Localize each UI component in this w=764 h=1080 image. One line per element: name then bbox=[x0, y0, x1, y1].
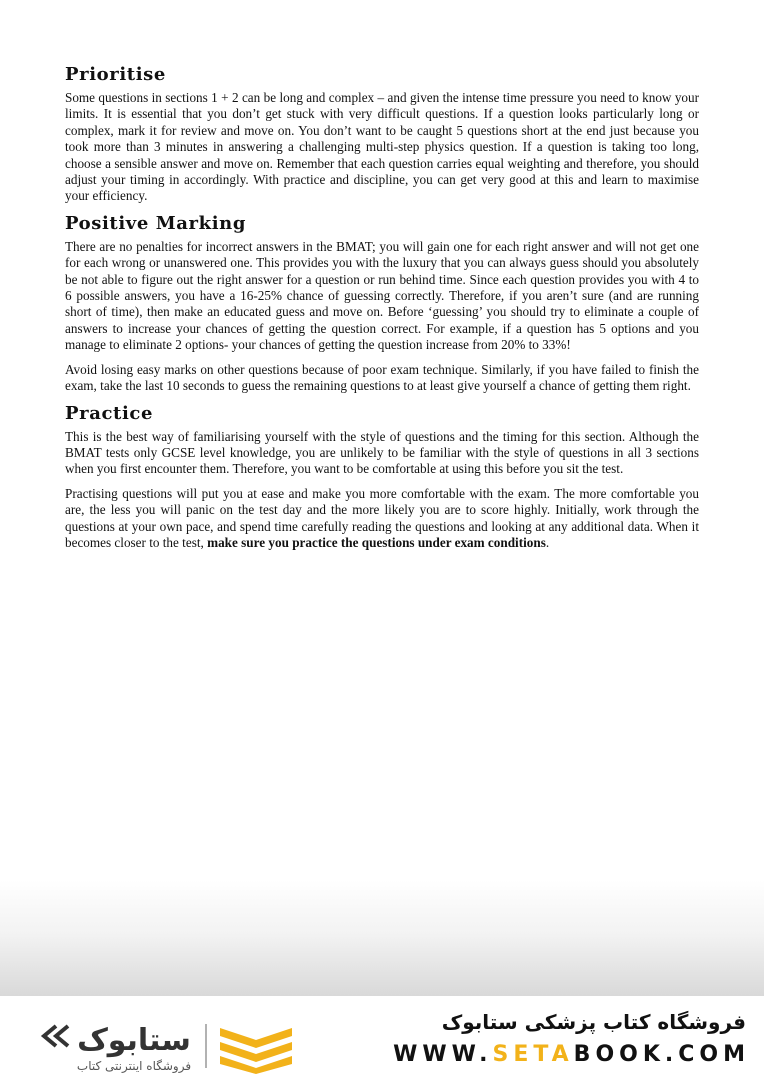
paragraph: Avoid losing easy marks on other questions because of poor exam technique. Similarly, if you have failed to finish the exam, take the last 10 seconds to guess the remaining questions to at least give yourself a chance of getting them right. bbox=[65, 361, 699, 394]
url-prefix: WWW. bbox=[393, 1042, 493, 1067]
footer-banner bbox=[0, 996, 764, 1080]
section-heading: Positive Marking bbox=[65, 212, 247, 234]
section-heading: Prioritise bbox=[65, 64, 166, 85]
section-heading: Practice bbox=[65, 402, 154, 424]
url-highlight: SETA bbox=[492, 1042, 574, 1067]
logo-wordmark: ستابوک bbox=[77, 1023, 191, 1058]
paragraph-text: Practising questions will put you at ease and make you more comfortable with the exam. The more comfortable you are, the less you will panic on the test day and the more likely you are to score highly. Initially, work through the questions at your own pace, and spend time carefully reading the questions and looking at any additional data. When it becomes closer to the test, bbox=[65, 485, 699, 550]
section-positive-marking bbox=[65, 213, 699, 395]
paragraph: This is the best way of familiarising yourself with the style of questions and the timing for this section. Although the BMAT tests only GCSE level knowledge, you are unlikely to be familiar with the style of questions in all 3 sections when you first encounter them. Therefore, you want to be comfortable at using this before you sit the test. bbox=[65, 428, 699, 477]
section-practice bbox=[65, 403, 699, 552]
url-suffix: BOOK.COM bbox=[573, 1042, 750, 1067]
section-prioritise bbox=[65, 64, 699, 205]
book-stack-icon bbox=[220, 1028, 292, 1074]
paragraph: There are no penalties for incorrect answers in the BMAT; you will gain one for each right answer and will not get one for each wrong or unanswered one. This provides you with the luxury that you can always guess should you absolutely be not able to figure out the right answer for a question or run behind time. Since each question provides you with 4 to 6 possible answers, you have a 16-25% chance of guessing correctly. Therefore, if you aren’t sure (and are running short of time), then make an educated guess and move on. Before ‘guessing’ you should try to eliminate a couple of answers to increase your chances of getting the question correct. For example, if a question has 5 options and you manage to eliminate 2 options- your chances of getting the question increase from 20% to 33%! bbox=[65, 238, 699, 353]
page-bottom-shadow bbox=[0, 880, 764, 998]
paragraph-end: . bbox=[545, 534, 550, 550]
paragraph: Some questions in sections 1 + 2 can be long and complex – and given the intense time pressure you need to know your limits. It is essential that you don’t get stuck with very difficult questions. If a question looks particularly long or complex, mark it for review and move on. You don’t want to be caught 5 questions short at the end just because you took more than 3 minutes in answering a challenging multi-step physics question. If a question is taking too long, choose a sensible answer and move on. Remember that each question carries equal weighting and therefore, you should adjust your timing in accordingly. With practice and discipline, you can get very good at this and learn to maximise your efficiency. bbox=[65, 90, 699, 204]
logo-subtitle: فروشگاه اینترنتی کتاب bbox=[76, 1059, 192, 1073]
bold-emphasis: make sure you practice the questions under exam conditions bbox=[207, 534, 546, 550]
setabook-logo bbox=[34, 1014, 304, 1074]
store-url[interactable] bbox=[393, 1042, 750, 1067]
chevrons-icon bbox=[44, 1026, 68, 1046]
document-body bbox=[65, 64, 699, 559]
store-title: فروشگاه کتاب پزشکی ستابوک bbox=[441, 1010, 746, 1034]
paragraph bbox=[65, 486, 699, 552]
